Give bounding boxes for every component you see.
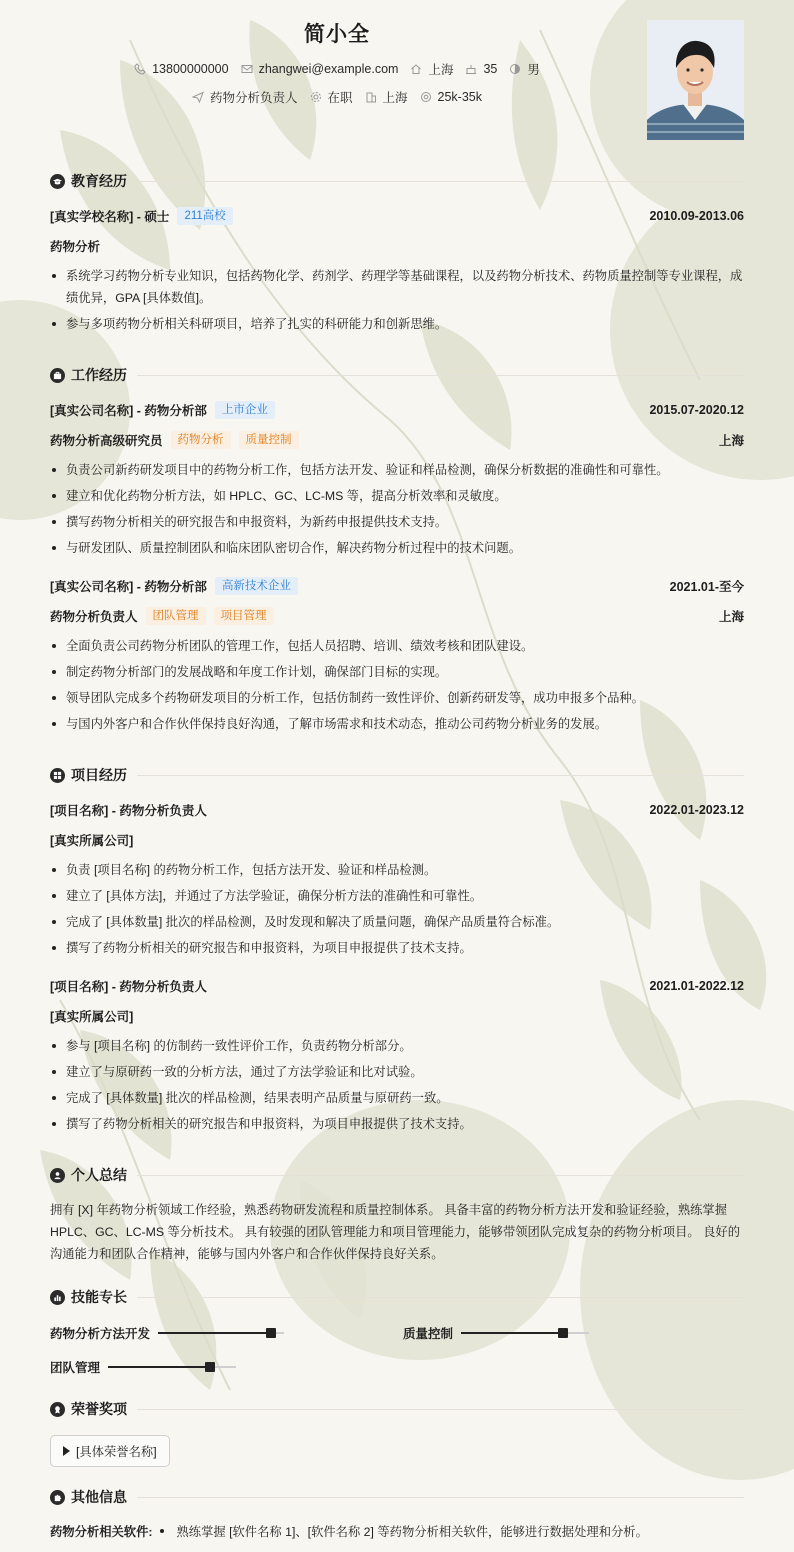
section-title-summary: 个人总结	[71, 1167, 127, 1183]
divider	[137, 775, 744, 776]
job-header	[50, 577, 744, 595]
education-date: 2010.09-2013.06	[649, 209, 744, 223]
chart-icon	[50, 1290, 65, 1305]
user-icon	[50, 1168, 65, 1183]
school-name: [真实学校名称] - 硕士	[50, 210, 170, 224]
job-location: 上海	[718, 434, 744, 448]
gender-icon	[509, 63, 521, 75]
section-awards	[50, 1399, 744, 1419]
section-education	[50, 171, 744, 191]
cake-icon	[465, 63, 477, 75]
skill-name: 质量控制	[403, 1327, 454, 1341]
project-company-row	[50, 831, 744, 849]
company-tag: 上市企业	[215, 401, 275, 419]
project-header	[50, 801, 744, 819]
list-item: 系统学习药物分析专业知识，包括药物化学、药剂学、药理学等基础课程，以及药物分析技术、药物质量控制等专业课程，成绩优异，GPA [具体数值]。	[50, 265, 744, 309]
caret-right-icon	[63, 1446, 70, 1456]
job-date: 2021.01-至今	[669, 580, 744, 594]
skill-name: 药物分析方法开发	[50, 1327, 151, 1341]
skill-item	[50, 1324, 284, 1342]
role-tag: 药物分析	[171, 431, 231, 449]
divider	[137, 181, 744, 182]
list-item: 领导团队完成多个药物研发项目的分析工作，包括仿制药一致性评价、创新药研发等，成功申报多个品种。	[50, 687, 744, 709]
section-title-other: 其他信息	[71, 1489, 127, 1505]
job-role: 药物分析负责人	[50, 610, 138, 624]
age-info	[465, 62, 497, 76]
list-item: 负责公司新药研发项目中的药物分析工作，包括方法开发、验证和样品检测，确保分析数据的准确性和可靠性。	[50, 459, 744, 481]
divider	[137, 375, 744, 376]
city-info	[410, 60, 453, 78]
project-bullets	[50, 859, 744, 963]
mail-icon	[241, 63, 253, 75]
salary-text: 25k-35k	[437, 90, 483, 104]
list-item: 建立和优化药物分析方法，如 HPLC、GC、LC-MS 等，提高分析效率和灵敏度。	[50, 485, 744, 507]
medal-icon	[50, 1402, 65, 1417]
divider	[137, 1175, 744, 1176]
phone-text: 13800000000	[152, 62, 229, 76]
company-name: [真实公司名称] - 药物分析部	[50, 580, 207, 594]
role-tag: 项目管理	[214, 607, 274, 625]
contact-row	[0, 60, 674, 78]
project-date: 2021.01-2022.12	[649, 979, 744, 993]
home-icon	[410, 63, 422, 75]
education-header	[50, 207, 744, 225]
project-header	[50, 977, 744, 995]
education-major: 药物分析	[50, 240, 101, 254]
email-info	[241, 62, 399, 76]
other-text: 熟练掌握 [软件名称 1]、[软件名称 2] 等药物分析相关软件，能够进行数据处理和分析。	[176, 1525, 648, 1539]
project-company-row	[50, 1007, 744, 1025]
section-title-awards: 荣誉奖项	[71, 1401, 127, 1417]
list-item: 撰写了药物分析相关的研究报告和申报资料，为项目申报提供了技术支持。	[50, 1113, 744, 1135]
skill-item	[403, 1324, 589, 1342]
divider	[137, 1297, 744, 1298]
list-item: 撰写药物分析相关的研究报告和申报资料，为新药申报提供技术支持。	[50, 511, 744, 533]
divider	[137, 1409, 744, 1410]
list-item: 建立了与原研药一致的分析方法，通过了方法学验证和比对试验。	[50, 1061, 744, 1083]
award-toggle[interactable]	[50, 1435, 170, 1467]
other-info-row	[50, 1522, 648, 1540]
position-text: 药物分析负责人	[209, 91, 298, 105]
phone-info	[134, 62, 228, 76]
puzzle-icon	[50, 1490, 65, 1505]
skill-knob	[205, 1362, 215, 1372]
section-summary	[50, 1165, 744, 1185]
city-text: 上海	[428, 63, 454, 77]
status-info	[310, 88, 353, 106]
section-other	[50, 1487, 744, 1507]
skill-bar	[158, 1332, 284, 1334]
skill-knob	[266, 1328, 276, 1338]
list-item: 全面负责公司药物分析团队的管理工作，包括人员招聘、培训、绩效考核和团队建设。	[50, 635, 744, 657]
status-text: 在职	[327, 91, 353, 105]
list-item: 参与 [项目名称] 的仿制药一致性评价工作，负责药物分析部分。	[50, 1035, 744, 1057]
list-item: 制定药物分析部门的发展战略和年度工作计划，确保部门目标的实现。	[50, 661, 744, 683]
company-name: [真实公司名称] - 药物分析部	[50, 404, 207, 418]
job-header	[50, 401, 744, 419]
section-title-work: 工作经历	[71, 367, 127, 383]
project-name: [项目名称] - 药物分析负责人	[50, 804, 207, 818]
list-item: 完成了 [具体数量] 批次的样品检测，结果表明产品质量与原研药一致。	[50, 1087, 744, 1109]
divider	[137, 1497, 744, 1498]
list-item: 与研发团队、质量控制团队和临床团队密切合作，解决药物分析过程中的技术问题。	[50, 537, 744, 559]
building-icon	[365, 91, 377, 103]
list-item: 与国内外客户和合作伙伴保持良好沟通，了解市场需求和技术动态，推动公司药物分析业务的发展。	[50, 713, 744, 735]
role-tag: 团队管理	[146, 607, 206, 625]
list-item: 负责 [项目名称] 的药物分析工作，包括方法开发、验证和样品检测。	[50, 859, 744, 881]
email-text: zhangwei@example.com	[258, 62, 399, 76]
section-projects	[50, 765, 744, 785]
list-item: 完成了 [具体数量] 批次的样品检测，及时发现和解决了质量问题，确保产品质量符合标准。	[50, 911, 744, 933]
graduation-cap-icon	[50, 174, 65, 189]
age-text: 35	[483, 62, 498, 76]
summary-text: 拥有 [X] 年药物分析领域工作经验，熟悉药物研发流程和质量控制体系。 具备丰富的药物分析方法开发和验证经验，熟练掌握 HPLC、GC、LC-MS 等分析技术。 具有较强的团队管理能力和项目管理能力，能够带领团队完成复杂的药物分析项目。 良好的沟通能力和团队合作精神，能够与国内外客户和合作伙伴保持良好关系。	[50, 1203, 741, 1261]
avatar	[647, 20, 744, 140]
section-skills	[50, 1287, 744, 1307]
job-role: 药物分析高级研究员	[50, 434, 163, 448]
list-item: 建立了 [具体方法]，并通过了方法学验证，确保分析方法的准确性和可靠性。	[50, 885, 744, 907]
section-title-education: 教育经历	[71, 173, 127, 189]
skill-bar	[461, 1332, 589, 1334]
project-company: [真实所属公司]	[50, 1010, 134, 1024]
education-major-row	[50, 237, 744, 255]
phone-icon	[134, 63, 146, 75]
project-date: 2022.01-2023.12	[649, 803, 744, 817]
skill-item	[50, 1358, 236, 1376]
job-role-row	[50, 607, 744, 625]
coin-icon	[420, 91, 432, 103]
target-city-info	[365, 88, 408, 106]
candidate-name: 简小全	[304, 23, 370, 46]
education-bullets	[50, 265, 744, 339]
target-city-text: 上海	[382, 91, 408, 105]
job-bullets	[50, 459, 744, 563]
section-work	[50, 365, 744, 385]
gender-info	[509, 60, 540, 78]
briefcase-icon	[50, 368, 65, 383]
school-tag: 211高校	[177, 207, 232, 225]
role-tag: 质量控制	[239, 431, 299, 449]
award-name: [具体荣誉名称]	[76, 1445, 157, 1459]
position-info	[192, 88, 298, 106]
project-bullets	[50, 1035, 744, 1139]
section-title-skills: 技能专长	[71, 1289, 127, 1305]
other-label: 药物分析相关软件:	[50, 1525, 153, 1539]
list-item: 撰写了药物分析相关的研究报告和申报资料，为项目申报提供了技术支持。	[50, 937, 744, 959]
gender-text: 男	[527, 63, 540, 77]
salary-info	[420, 90, 482, 104]
section-title-projects: 项目经历	[71, 767, 127, 783]
gear-icon	[310, 91, 322, 103]
skill-bar	[108, 1366, 236, 1368]
job-intent-row	[0, 88, 674, 106]
project-name: [项目名称] - 药物分析负责人	[50, 980, 207, 994]
company-tag: 高新技术企业	[215, 577, 298, 595]
bullet-dot	[160, 1529, 164, 1533]
grid-icon	[50, 768, 65, 783]
send-icon	[192, 91, 204, 103]
job-role-row	[50, 431, 744, 449]
skill-knob	[558, 1328, 568, 1338]
job-date: 2015.07-2020.12	[649, 403, 744, 417]
project-company: [真实所属公司]	[50, 834, 134, 848]
job-location: 上海	[718, 610, 744, 624]
skill-name: 团队管理	[50, 1361, 101, 1375]
list-item: 参与多项药物分析相关科研项目，培养了扎实的科研能力和创新思维。	[50, 313, 744, 335]
job-bullets	[50, 635, 744, 739]
